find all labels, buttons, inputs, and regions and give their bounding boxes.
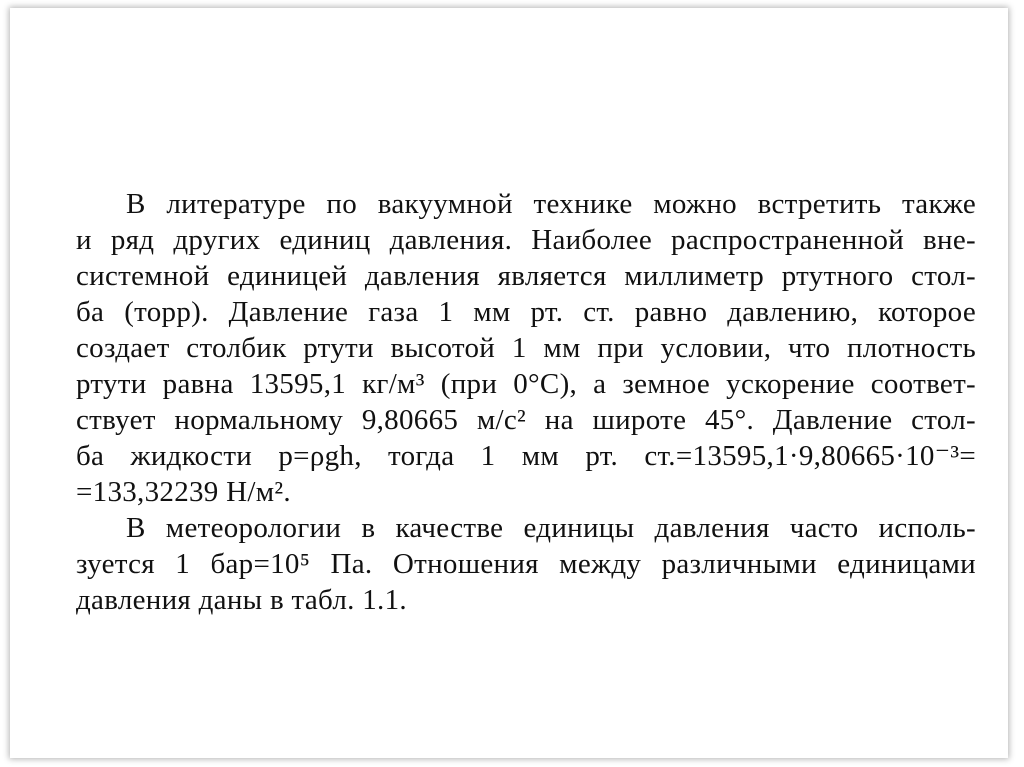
text-line: зуется 1 бар=10⁵ Па. Отношения между различными единицами: [76, 548, 976, 580]
text-line: системной единицей давления является миллиметр ртутного стол-: [76, 260, 976, 292]
text-line: создает столбик ртути высотой 1 мм при условии, что плотность: [76, 332, 976, 364]
text-line: и ряд других единиц давления. Наиболее распространенной вне-: [76, 224, 976, 256]
page-frame: [10, 8, 1008, 758]
paragraph-1: [76, 186, 976, 510]
paragraph-2: [76, 510, 976, 618]
text-line: ствует нормальному 9,80665 м/с² на широте 45°. Давление стол-: [76, 404, 976, 436]
text-line: ба жидкости p=ρgh, тогда 1 мм рт. ст.=13595,1·9,80665·10⁻³=: [76, 440, 976, 472]
text-line: ртути равна 13595,1 кг/м³ (при 0°С), а земное ускорение соответ-: [76, 368, 976, 400]
text-line: давления даны в табл. 1.1.: [76, 584, 407, 616]
text-line: В литературе по вакуумной технике можно встретить также: [126, 188, 976, 220]
text-line: ба (торр). Давление газа 1 мм рт. ст. равно давлению, которое: [76, 296, 976, 328]
document-text: [76, 186, 976, 618]
text-line: В метеорологии в качестве единицы давления часто исполь-: [126, 512, 976, 544]
text-line: =133,32239 Н/м².: [76, 476, 291, 508]
